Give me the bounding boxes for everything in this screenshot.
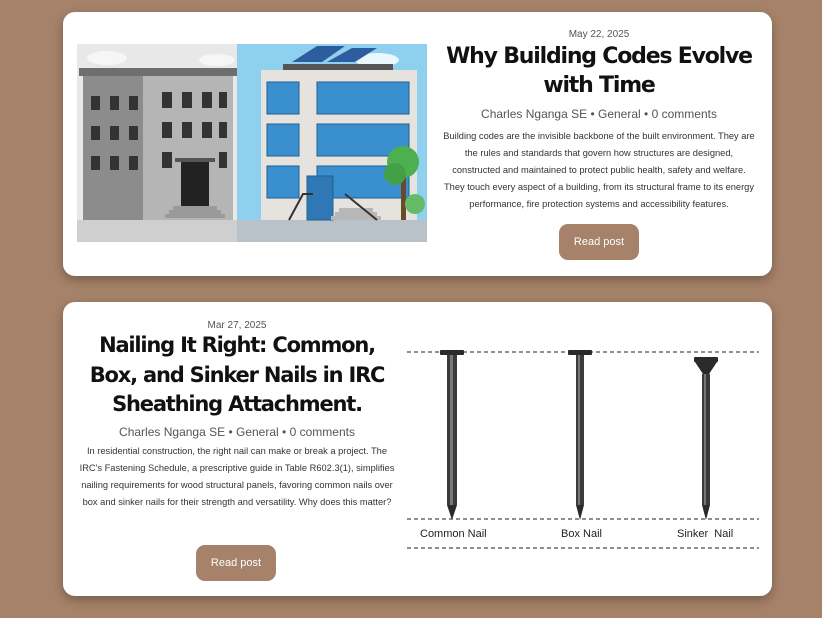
post-text [75,302,399,511]
post-meta [75,425,399,439]
nail-label: Box Nail [561,528,602,540]
sinker-nail-icon [694,357,718,520]
post-category[interactable]: General [236,424,279,439]
post-card [63,302,772,596]
post-date: May 22, 2025 [568,29,630,40]
post-comments[interactable]: 0 comments [289,424,355,439]
nail-label: Sinker Nail [677,528,734,540]
post-excerpt: In residential construction, the right nail can make or break a project. The IRC's Fastening Schedule, a prescriptive guide in Table R602.3(1), simplifies nailing requirements for wood structural panels, favoring common nails over box and sinker nails for their strength and versatility. Why does this matter? [79,445,395,507]
nail-types-diagram [407,342,759,552]
post-meta [441,107,757,121]
post-category[interactable]: General [598,107,641,121]
meta-separator: • [282,424,287,439]
post-title[interactable]: Nailing It Right: Common, Box, and Sinker Nails in IRC Sheathing Attachment. [89,333,385,416]
post-thumbnail[interactable] [77,44,427,242]
post-thumbnail[interactable] [407,342,759,552]
common-nail-icon [440,350,464,520]
post-date: Mar 27, 2025 [207,320,267,331]
read-post-button[interactable]: Read post [196,545,276,581]
post-author[interactable]: Charles Nganga SE [481,107,588,121]
read-post-button[interactable]: Read post [559,224,639,260]
post-comments[interactable]: 0 comments [651,107,717,121]
box-nail-icon [568,350,592,520]
post-text [441,12,757,213]
building-illustration [77,44,427,242]
nail-label: Common Nail [420,528,487,540]
meta-separator: • [644,107,649,121]
meta-separator: • [590,107,595,121]
post-author[interactable]: Charles Nganga SE [119,424,226,439]
meta-separator: • [228,424,233,439]
post-title[interactable]: Why Building Codes Evolve with Time [446,44,752,98]
post-card [63,12,772,276]
post-excerpt: Building codes are the invisible backbone of the built environment. They are the rules and standards that govern how structures are designed, constructed and maintained to protect public health, safety and welfare. They touch every aspect of a building, from its structural frame to its energy performance, fire protection systems and accessibility features. [443,131,755,209]
